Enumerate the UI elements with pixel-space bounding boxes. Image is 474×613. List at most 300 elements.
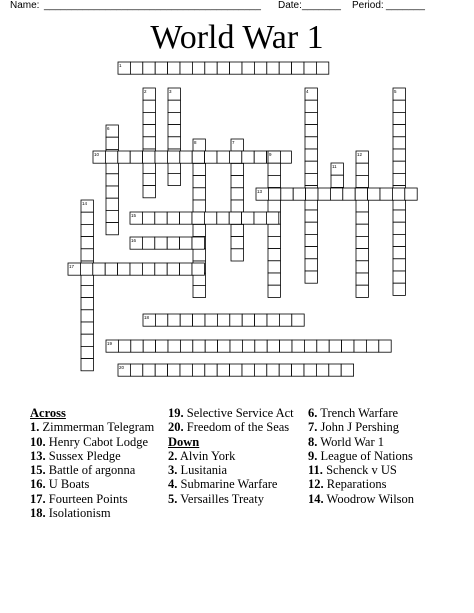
grid-cell[interactable]	[80, 263, 92, 275]
clue-number: 15.	[30, 463, 46, 478]
grid-cell[interactable]	[106, 137, 118, 149]
grid-cell[interactable]	[268, 236, 280, 248]
clue-number-label: 4	[306, 89, 309, 94]
grid-cell[interactable]	[393, 210, 405, 222]
grid-cell[interactable]	[230, 340, 242, 352]
grid-cell[interactable]	[81, 359, 93, 371]
grid-cell[interactable]	[356, 163, 368, 175]
grid-cell[interactable]	[366, 340, 378, 352]
grid-cell[interactable]	[331, 175, 343, 187]
clue-text: Battle of argonna	[48, 463, 136, 478]
period-blank[interactable]: _______	[386, 0, 425, 11]
down-clue	[308, 449, 468, 463]
clue-number: 12.	[308, 477, 324, 492]
grid-cell[interactable]	[329, 340, 341, 352]
clue-number: 7.	[308, 420, 318, 435]
grid-cell[interactable]	[106, 174, 118, 186]
down-clue-list	[308, 406, 468, 506]
grid-cell[interactable]	[205, 364, 217, 376]
grid-cell[interactable]	[354, 340, 366, 352]
grid-cell[interactable]	[81, 334, 93, 346]
grid-cell[interactable]	[155, 151, 167, 163]
grid-cell[interactable]	[316, 364, 328, 376]
grid-cell[interactable]	[193, 176, 205, 188]
grid-cell[interactable]	[368, 188, 380, 200]
grid-cell[interactable]	[155, 364, 167, 376]
clue-text: Henry Cabot Lodge	[48, 434, 149, 449]
grid-cell[interactable]	[81, 224, 93, 236]
grid-cell[interactable]	[356, 212, 368, 224]
grid-cell[interactable]	[242, 340, 254, 352]
grid-cell[interactable]	[231, 200, 243, 212]
grid-cell[interactable]	[268, 273, 280, 285]
grid-cell[interactable]	[180, 62, 192, 74]
down-clue	[308, 406, 468, 420]
grid-cell[interactable]	[204, 212, 216, 224]
grid-cell[interactable]	[305, 234, 317, 246]
clue-text: Reparations	[326, 477, 387, 492]
grid-cell[interactable]	[292, 340, 304, 352]
grid-cell[interactable]	[281, 188, 293, 200]
grid-cell[interactable]	[305, 271, 317, 283]
grid-cell[interactable]	[229, 151, 241, 163]
date-label: Date:	[278, 0, 302, 11]
grid-cell[interactable]	[229, 212, 241, 224]
grid-cell[interactable]	[167, 151, 179, 163]
grid-cell[interactable]	[217, 151, 229, 163]
grid-cell[interactable]	[305, 161, 317, 173]
grid-cell[interactable]	[268, 224, 280, 236]
grid-cell[interactable]	[254, 212, 266, 224]
grid-cell[interactable]	[168, 137, 180, 149]
clue-number-label: 1	[119, 63, 122, 68]
grid-cell[interactable]	[268, 285, 280, 297]
grid-cell[interactable]	[279, 151, 291, 163]
grid-cell[interactable]	[292, 314, 304, 326]
clue-text: Alvin York	[179, 448, 236, 463]
grid-cell[interactable]	[105, 263, 117, 275]
grid-cell[interactable]	[356, 175, 368, 187]
clue-number: 16.	[30, 477, 46, 492]
grid-cell[interactable]	[242, 212, 254, 224]
grid-cell[interactable]	[279, 364, 291, 376]
grid-cell[interactable]	[93, 263, 105, 275]
clue-number-label: 20	[119, 365, 125, 370]
grid-cell[interactable]	[168, 125, 180, 137]
grid-cell[interactable]	[205, 62, 217, 74]
grid-cell[interactable]	[143, 186, 155, 198]
clue-text: Schenck v US	[326, 463, 397, 478]
clue-text: Isolationism	[48, 506, 111, 521]
grid-cell[interactable]	[393, 234, 405, 246]
grid-cell[interactable]	[130, 151, 142, 163]
grid-cell[interactable]	[193, 163, 205, 175]
grid-cell[interactable]	[81, 298, 93, 310]
across-clue-list-continued	[168, 406, 303, 506]
grid-cell[interactable]	[143, 364, 155, 376]
grid-cell[interactable]	[329, 364, 341, 376]
clue-text: Woodrow Wilson	[326, 491, 415, 506]
grid-cell[interactable]	[342, 340, 354, 352]
across-clue-list	[30, 406, 165, 520]
grid-cell[interactable]	[231, 237, 243, 249]
grid-cell[interactable]	[143, 137, 155, 149]
grid-cell[interactable]	[330, 188, 342, 200]
grid-cell[interactable]	[267, 340, 279, 352]
grid-cell[interactable]	[81, 322, 93, 334]
across-clue	[30, 435, 165, 449]
grid-cell[interactable]	[106, 186, 118, 198]
grid-cell[interactable]	[242, 62, 254, 74]
clue-number-label: 13	[257, 189, 263, 194]
clue-number-label: 7	[232, 140, 235, 145]
grid-cell[interactable]	[192, 212, 204, 224]
clue-number: 13.	[30, 448, 46, 463]
grid-cell[interactable]	[130, 62, 142, 74]
grid-cell[interactable]	[318, 188, 330, 200]
grid-cell[interactable]	[193, 224, 205, 236]
grid-cell[interactable]	[268, 188, 280, 200]
grid-cell[interactable]	[279, 314, 291, 326]
clue-number: 9.	[308, 448, 318, 463]
grid-cell[interactable]	[143, 100, 155, 112]
grid-cell[interactable]	[254, 151, 266, 163]
clue-number-label: 15	[131, 213, 137, 218]
grid-cell[interactable]	[356, 236, 368, 248]
grid-cell[interactable]	[242, 314, 254, 326]
grid-cell[interactable]	[81, 285, 93, 297]
clue-number: 19.	[168, 406, 184, 420]
across-clue	[30, 492, 165, 506]
grid-cell[interactable]	[393, 137, 405, 149]
grid-cell[interactable]	[193, 314, 205, 326]
grid-cell[interactable]	[155, 212, 167, 224]
grid-cell[interactable]	[230, 62, 242, 74]
grid-cell[interactable]	[268, 163, 280, 175]
grid-cell[interactable]	[217, 364, 229, 376]
grid-cell[interactable]	[405, 188, 417, 200]
grid-cell[interactable]	[118, 151, 130, 163]
grid-cell[interactable]	[305, 222, 317, 234]
clue-number: 5.	[168, 491, 178, 506]
grid-cell[interactable]	[306, 188, 318, 200]
clue-text: Sussex Pledge	[48, 448, 121, 463]
grid-cell[interactable]	[143, 151, 155, 163]
across-clue	[30, 477, 165, 491]
clue-number-label: 14	[82, 201, 88, 206]
grid-cell[interactable]	[267, 314, 279, 326]
grid-cell[interactable]	[356, 285, 368, 297]
clue-number: 11.	[308, 463, 323, 478]
date-blank[interactable]: _______	[302, 0, 341, 11]
down-clue	[308, 420, 468, 434]
grid-cell[interactable]	[254, 364, 266, 376]
grid-cell[interactable]	[304, 62, 316, 74]
clue-number-label: 17	[69, 264, 75, 269]
grid-cell[interactable]	[292, 62, 304, 74]
grid-cell[interactable]	[280, 340, 292, 352]
grid-cell[interactable]	[81, 249, 93, 261]
grid-cell[interactable]	[393, 173, 405, 185]
grid-cell[interactable]	[393, 112, 405, 124]
clue-text: U Boats	[48, 477, 90, 492]
grid-cell[interactable]	[180, 314, 192, 326]
grid-cell[interactable]	[180, 237, 192, 249]
grid-cell[interactable]	[231, 249, 243, 261]
grid-cell[interactable]	[305, 125, 317, 137]
grid-cell[interactable]	[180, 340, 192, 352]
clue-text: World War 1	[320, 434, 384, 449]
grid-cell[interactable]	[105, 151, 117, 163]
across-clue	[30, 463, 165, 477]
page-title: World War 1	[150, 19, 324, 56]
clue-number-label: 3	[169, 89, 172, 94]
clue-text: John J Pershing	[320, 420, 399, 435]
period-label: Period:	[352, 0, 384, 11]
grid-cell[interactable]	[130, 263, 142, 275]
grid-cell[interactable]	[168, 100, 180, 112]
clue-number: 17.	[30, 491, 46, 506]
grid-cell[interactable]	[231, 224, 243, 236]
grid-cell[interactable]	[106, 223, 118, 235]
grid-cell[interactable]	[192, 62, 204, 74]
grid-cell[interactable]	[305, 100, 317, 112]
grid-cell[interactable]	[393, 247, 405, 259]
clue-number-label: 9	[269, 152, 272, 157]
down-clue	[308, 463, 468, 477]
grid-cell[interactable]	[142, 237, 154, 249]
grid-cell[interactable]	[142, 263, 154, 275]
grid-cell[interactable]	[118, 263, 130, 275]
clue-number: 3.	[168, 463, 178, 478]
down-clue	[168, 463, 303, 477]
grid-cell[interactable]	[356, 273, 368, 285]
grid-cell[interactable]	[316, 62, 328, 74]
grid-cell[interactable]	[193, 249, 205, 261]
grid-cell[interactable]	[81, 237, 93, 249]
grid-cell[interactable]	[168, 314, 180, 326]
grid-cell[interactable]	[193, 285, 205, 297]
grid-cell[interactable]	[106, 210, 118, 222]
clue-number: 14.	[308, 491, 324, 506]
clue-number-label: 11	[332, 164, 337, 169]
grid-cell[interactable]	[279, 62, 291, 74]
grid-cell[interactable]	[317, 340, 329, 352]
grid-cell[interactable]	[267, 62, 279, 74]
down-clue	[168, 492, 303, 506]
clue-number: 10.	[30, 434, 46, 449]
clue-number: 6.	[308, 406, 318, 420]
grid-cell[interactable]	[193, 200, 205, 212]
grid-cell[interactable]	[168, 62, 180, 74]
grid-cell[interactable]	[131, 340, 143, 352]
grid-cell[interactable]	[356, 249, 368, 261]
down-clue	[308, 477, 468, 491]
grid-cell[interactable]	[380, 188, 392, 200]
across-clue	[30, 506, 165, 520]
clue-text: Trench Warfare	[320, 406, 399, 420]
name-label: Name:	[10, 0, 40, 11]
grid-cell[interactable]	[393, 100, 405, 112]
grid-cell[interactable]	[217, 212, 229, 224]
grid-cell[interactable]	[217, 314, 229, 326]
grid-cell[interactable]	[168, 340, 180, 352]
grid-cell[interactable]	[242, 151, 254, 163]
grid-cell[interactable]	[217, 62, 229, 74]
grid-cell[interactable]	[230, 314, 242, 326]
grid-cell[interactable]	[193, 340, 205, 352]
grid-cell[interactable]	[268, 175, 280, 187]
clue-text: Submarine Warfare	[180, 477, 278, 492]
grid-cell[interactable]	[81, 346, 93, 358]
grid-cell[interactable]	[392, 188, 404, 200]
grid-cell[interactable]	[255, 340, 267, 352]
grid-cell[interactable]	[305, 173, 317, 185]
grid-cell[interactable]	[81, 212, 93, 224]
grid-cell[interactable]	[192, 151, 204, 163]
grid-cell[interactable]	[205, 151, 217, 163]
grid-cell[interactable]	[143, 125, 155, 137]
grid-cell[interactable]	[167, 212, 179, 224]
grid-cell[interactable]	[143, 112, 155, 124]
grid-cell[interactable]	[180, 364, 192, 376]
grid-cell[interactable]	[393, 283, 405, 295]
grid-cell[interactable]	[393, 259, 405, 271]
grid-cell[interactable]	[180, 263, 192, 275]
clue-text: Zimmerman Telegram	[42, 420, 155, 435]
grid-cell[interactable]	[167, 237, 179, 249]
grid-cell[interactable]	[343, 188, 355, 200]
grid-cell[interactable]	[379, 340, 391, 352]
grid-cell[interactable]	[393, 222, 405, 234]
clue-number-label: 5	[394, 89, 397, 94]
grid-cell[interactable]	[218, 340, 230, 352]
grid-cell[interactable]	[305, 247, 317, 259]
clue-number: 1.	[30, 420, 40, 435]
across-clue	[168, 420, 303, 434]
grid-cell[interactable]	[231, 163, 243, 175]
grid-cell[interactable]	[355, 188, 367, 200]
clue-number: 18.	[30, 506, 46, 521]
clue-number-label: 8	[194, 140, 197, 145]
grid-cell[interactable]	[255, 314, 267, 326]
grid-cell[interactable]	[304, 364, 316, 376]
grid-cell[interactable]	[81, 310, 93, 322]
grid-cell[interactable]	[143, 340, 155, 352]
grid-cell[interactable]	[205, 314, 217, 326]
clue-text: Freedom of the Seas	[186, 420, 290, 435]
grid-cell[interactable]	[356, 224, 368, 236]
clue-number: 8.	[308, 434, 318, 449]
grid-cell[interactable]	[143, 62, 155, 74]
clue-text: Lusitania	[180, 463, 228, 478]
clue-number: 2.	[168, 448, 178, 463]
grid-cell[interactable]	[393, 161, 405, 173]
clue-number-label: 18	[144, 315, 150, 320]
down-clue	[168, 477, 303, 491]
grid-cell[interactable]	[305, 149, 317, 161]
clue-number-label: 2	[144, 89, 147, 94]
grid-cell[interactable]	[242, 364, 254, 376]
clue-text: Versailles Treaty	[180, 491, 264, 506]
grid-cell[interactable]	[266, 212, 278, 224]
across-heading: Across	[30, 406, 66, 420]
grid-cell[interactable]	[168, 364, 180, 376]
grid-cell[interactable]	[192, 364, 204, 376]
grid-cell[interactable]	[142, 212, 154, 224]
grid-cell[interactable]	[180, 151, 192, 163]
grid-cell[interactable]	[393, 271, 405, 283]
grid-cell[interactable]	[254, 62, 266, 74]
clue-number-label: 10	[94, 152, 100, 157]
grid-cell[interactable]	[231, 176, 243, 188]
down-clue	[168, 449, 303, 463]
grid-cell[interactable]	[193, 188, 205, 200]
grid-cell[interactable]	[267, 364, 279, 376]
grid-cell[interactable]	[118, 340, 130, 352]
grid-cell[interactable]	[393, 149, 405, 161]
across-clue	[168, 406, 303, 420]
grid-cell[interactable]	[168, 112, 180, 124]
grid-cell[interactable]	[155, 62, 167, 74]
clue-number: 4.	[168, 477, 178, 492]
grid-cell[interactable]	[192, 263, 204, 275]
grid-cell[interactable]	[305, 210, 317, 222]
clue-text: Selective Service Act	[186, 406, 294, 420]
grid-cell[interactable]	[393, 125, 405, 137]
grid-cell[interactable]	[304, 340, 316, 352]
grid-cell[interactable]	[155, 263, 167, 275]
down-clue	[308, 435, 468, 449]
clue-number: 20.	[168, 420, 184, 435]
grid-cell[interactable]	[356, 200, 368, 212]
grid-cell[interactable]	[293, 188, 305, 200]
clue-number-label: 19	[107, 341, 113, 346]
grid-cell[interactable]	[192, 237, 204, 249]
clue-number-label: 6	[107, 126, 110, 131]
grid-cell[interactable]	[167, 263, 179, 275]
clue-text: Fourteen Points	[48, 491, 128, 506]
grid-cell[interactable]	[231, 188, 243, 200]
grid-cell[interactable]	[292, 364, 304, 376]
grid-cell[interactable]	[305, 112, 317, 124]
grid-cell[interactable]	[341, 364, 353, 376]
clue-text: League of Nations	[320, 448, 413, 463]
grid-cell[interactable]	[168, 173, 180, 185]
grid-cell[interactable]	[156, 340, 168, 352]
grid-cell[interactable]	[268, 200, 280, 212]
grid-cell[interactable]	[155, 237, 167, 249]
name-blank[interactable]: _______________________________________	[44, 0, 261, 11]
grid-cell[interactable]	[268, 261, 280, 273]
grid-cell[interactable]	[305, 259, 317, 271]
grid-cell[interactable]	[106, 198, 118, 210]
grid-cell[interactable]	[305, 137, 317, 149]
grid-cell[interactable]	[130, 364, 142, 376]
grid-cell[interactable]	[205, 340, 217, 352]
clue-number-label: 16	[131, 238, 137, 243]
across-clue	[30, 449, 165, 463]
grid-cell[interactable]	[180, 212, 192, 224]
grid-cell[interactable]	[356, 261, 368, 273]
grid-cell[interactable]	[230, 364, 242, 376]
grid-cell[interactable]	[143, 173, 155, 185]
down-clue	[308, 492, 468, 506]
down-heading: Down	[168, 434, 200, 449]
grid-cell[interactable]	[155, 314, 167, 326]
grid-cell[interactable]	[268, 249, 280, 261]
across-clue	[30, 420, 165, 434]
